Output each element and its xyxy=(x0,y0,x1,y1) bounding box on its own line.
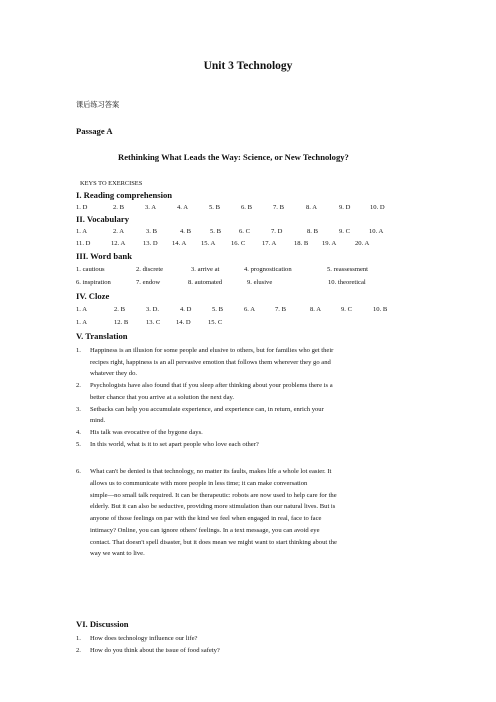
answer-item: 10. B xyxy=(373,306,388,313)
answer-item: 20. A xyxy=(355,240,370,247)
answer-item: 3. arrive at xyxy=(191,266,220,273)
answer-item: 2. discrete xyxy=(136,266,164,273)
answer-item: 19. A xyxy=(322,240,337,247)
answer-item: 6. B xyxy=(241,204,252,211)
answer-item: 14. D xyxy=(176,319,191,326)
answer-item: 13. D xyxy=(143,240,158,247)
discussion-list xyxy=(76,633,420,656)
answer-item: 6. A xyxy=(244,306,255,313)
answer-item: 6. inspiration xyxy=(76,279,111,286)
answer-item: 8. A xyxy=(306,204,317,211)
answer-item: 4. prognostication xyxy=(244,266,292,273)
answer-item: 10. D xyxy=(370,204,385,211)
answer-item: 5. B xyxy=(212,306,223,313)
translation-line: mind. xyxy=(90,417,106,425)
translation-line: recipes right, happiness is an all pervasive emotion that follows them wherever they go and xyxy=(90,358,331,366)
answer-item: 3. D. xyxy=(146,306,160,313)
answer-item: 4. A xyxy=(177,204,188,211)
answer-item: 13. C xyxy=(146,319,161,326)
translation-list xyxy=(76,345,420,560)
answer-item: 8. B xyxy=(307,228,318,235)
answer-item: 5. B xyxy=(209,204,220,211)
answer-item: 2. B xyxy=(113,204,124,211)
discussion-item: 2. How do you think about the issue of food safety? xyxy=(76,646,220,654)
translation-line: anyone of those feelings on par with the kind we feel when engaged in real, face to face xyxy=(90,515,322,523)
translation-line: contact. That doesn't spell disaster, but it does mean we might want to start thinking about the xyxy=(90,538,337,546)
translation-item: 5. In this world, what is it to set apart people who love each other? xyxy=(76,440,259,448)
answer-item: 9. elusive xyxy=(247,279,273,286)
translation-line: Psychologists have also found that if you sleep after thinking about your problems there is a xyxy=(90,382,333,390)
answer-item: 12. A xyxy=(111,240,126,247)
answer-item: 9. C xyxy=(341,306,352,313)
answer-item: 10. A xyxy=(369,228,384,235)
translation-item: 2. Psychologists have also found that if you sleep after thinking about your problems there is a better chance that you arrive at a solution the next day. xyxy=(76,382,333,401)
answer-item: 8. automated xyxy=(188,279,223,286)
answer-item: 10. theoretical xyxy=(328,279,366,286)
translation-line: way we want to live. xyxy=(90,550,145,558)
answer-item: 1. A xyxy=(76,319,87,326)
answer-item: 5. reassessment xyxy=(327,266,369,273)
answer-item: 4. B xyxy=(180,228,191,235)
keys-heading: KEYS TO EXERCISES xyxy=(80,180,143,187)
answer-item: 7. D xyxy=(271,228,283,235)
answer-item: 2. A xyxy=(113,228,124,235)
translation-line: whatever they do. xyxy=(90,370,138,378)
answer-item: 8. A xyxy=(310,306,321,313)
answer-item: 3. A xyxy=(145,204,156,211)
answer-item: 16. C xyxy=(231,240,246,247)
cloze-heading: IV. Cloze xyxy=(76,291,110,301)
translation-line: better chance that you arrive at a solution the next day. xyxy=(90,393,235,401)
answer-item: 1. D xyxy=(76,204,88,211)
answer-item: 18. B xyxy=(294,240,309,247)
translation-line: What can't be denied is that technology, no matter its faults, makes life a whole lot easier. It xyxy=(90,468,332,476)
translation-line: In this world, what is it to set apart people who love each other? xyxy=(90,440,259,448)
discussion-item: 1. How does technology influence our life? xyxy=(76,635,198,642)
translation-line: simple—no small talk required. It can be therapeutic: robots are now used to help care for the xyxy=(90,491,337,499)
answer-item: 1. A xyxy=(76,228,87,235)
answer-item: 14. A xyxy=(172,240,187,247)
answer-item: 12. B xyxy=(114,319,129,326)
article-title: Rethinking What Leads the Way: Science, or New Technology? xyxy=(118,152,349,162)
answers-label: 课后练习答案 xyxy=(76,101,120,109)
translation-line: allows us to communicate with more people in less time; it can make conversation xyxy=(90,480,308,488)
translation-line: Happiness is an illusion for some people and elusive to others, but for families who get their xyxy=(90,347,334,354)
answer-item: 2. B xyxy=(114,306,125,313)
answer-item: 7. B xyxy=(275,306,286,313)
translation-item: 3. Setbacks can help you accumulate experience, and experience can, in return, enrich your mind. xyxy=(76,405,324,425)
discussion-heading: VI. Discussion xyxy=(76,619,129,629)
vocabulary-heading: II. Vocabulary xyxy=(76,214,130,224)
answer-item: 5. B xyxy=(210,228,221,235)
answer-item: 15. A xyxy=(201,240,216,247)
answer-item: 4. D xyxy=(180,306,192,313)
unit-title: Unit 3 Technology xyxy=(203,60,293,72)
translation-heading: V. Translation xyxy=(76,331,128,341)
translation-line: His talk was evocative of the bygone days. xyxy=(90,428,203,436)
word-bank-heading: III. Word bank xyxy=(76,251,132,261)
translation-item: 4. His talk was evocative of the bygone days. xyxy=(76,428,203,436)
answer-item: 9. D xyxy=(339,204,351,211)
answer-item: 9. C xyxy=(339,228,350,235)
answer-item: 1. A xyxy=(76,306,87,313)
passage-label: Passage A xyxy=(76,126,113,136)
answer-item: 3. B xyxy=(146,228,157,235)
answer-item: 17. A xyxy=(262,240,277,247)
answer-item: 7. B xyxy=(273,204,284,211)
translation-line: elderly. But it can also be seductive, providing more stimulation than our natural lives. But is xyxy=(90,503,336,511)
translation-item: 6. What can't be denied is that technology, no matter its faults, makes life a whole lot easier. It allows us to communicate with more people in less time; it can make conversation simple—no small talk required. It can be therapeutic: robots are now used to help care for the elderly. But it can also be seductive, providing more stimulation than our natural lives. But is anyone of those feelings on par with the kind we feel when engaged in real, face to face intimacy? Online, you can ignore others' feelings. In a text message, you can avoid eye contact. That doesn't spell disaster, but it does mean we might want to start thinking about the way we want to live. xyxy=(76,468,337,558)
answer-item: 11. D xyxy=(76,240,91,247)
translation-item: 1. Happiness is an illusion for some people and elusive to others, but for families who get their recipes right, happiness is an all pervasive emotion that follows them wherever they go and whatever they do. xyxy=(76,347,334,378)
reading-comprehension-heading: I. Reading comprehension xyxy=(76,190,173,200)
translation-line: Setbacks can help you accumulate experience, and experience can, in return, enrich your xyxy=(90,405,324,413)
translation-line: intimacy? Online, you can ignore others' feelings. In a text message, you can avoid eye xyxy=(90,526,320,534)
answer-item: 15. C xyxy=(208,319,223,326)
answer-item: 6. C xyxy=(239,228,250,235)
answer-item: 7. endow xyxy=(136,279,161,286)
answer-item: 1. cautious xyxy=(76,266,105,273)
